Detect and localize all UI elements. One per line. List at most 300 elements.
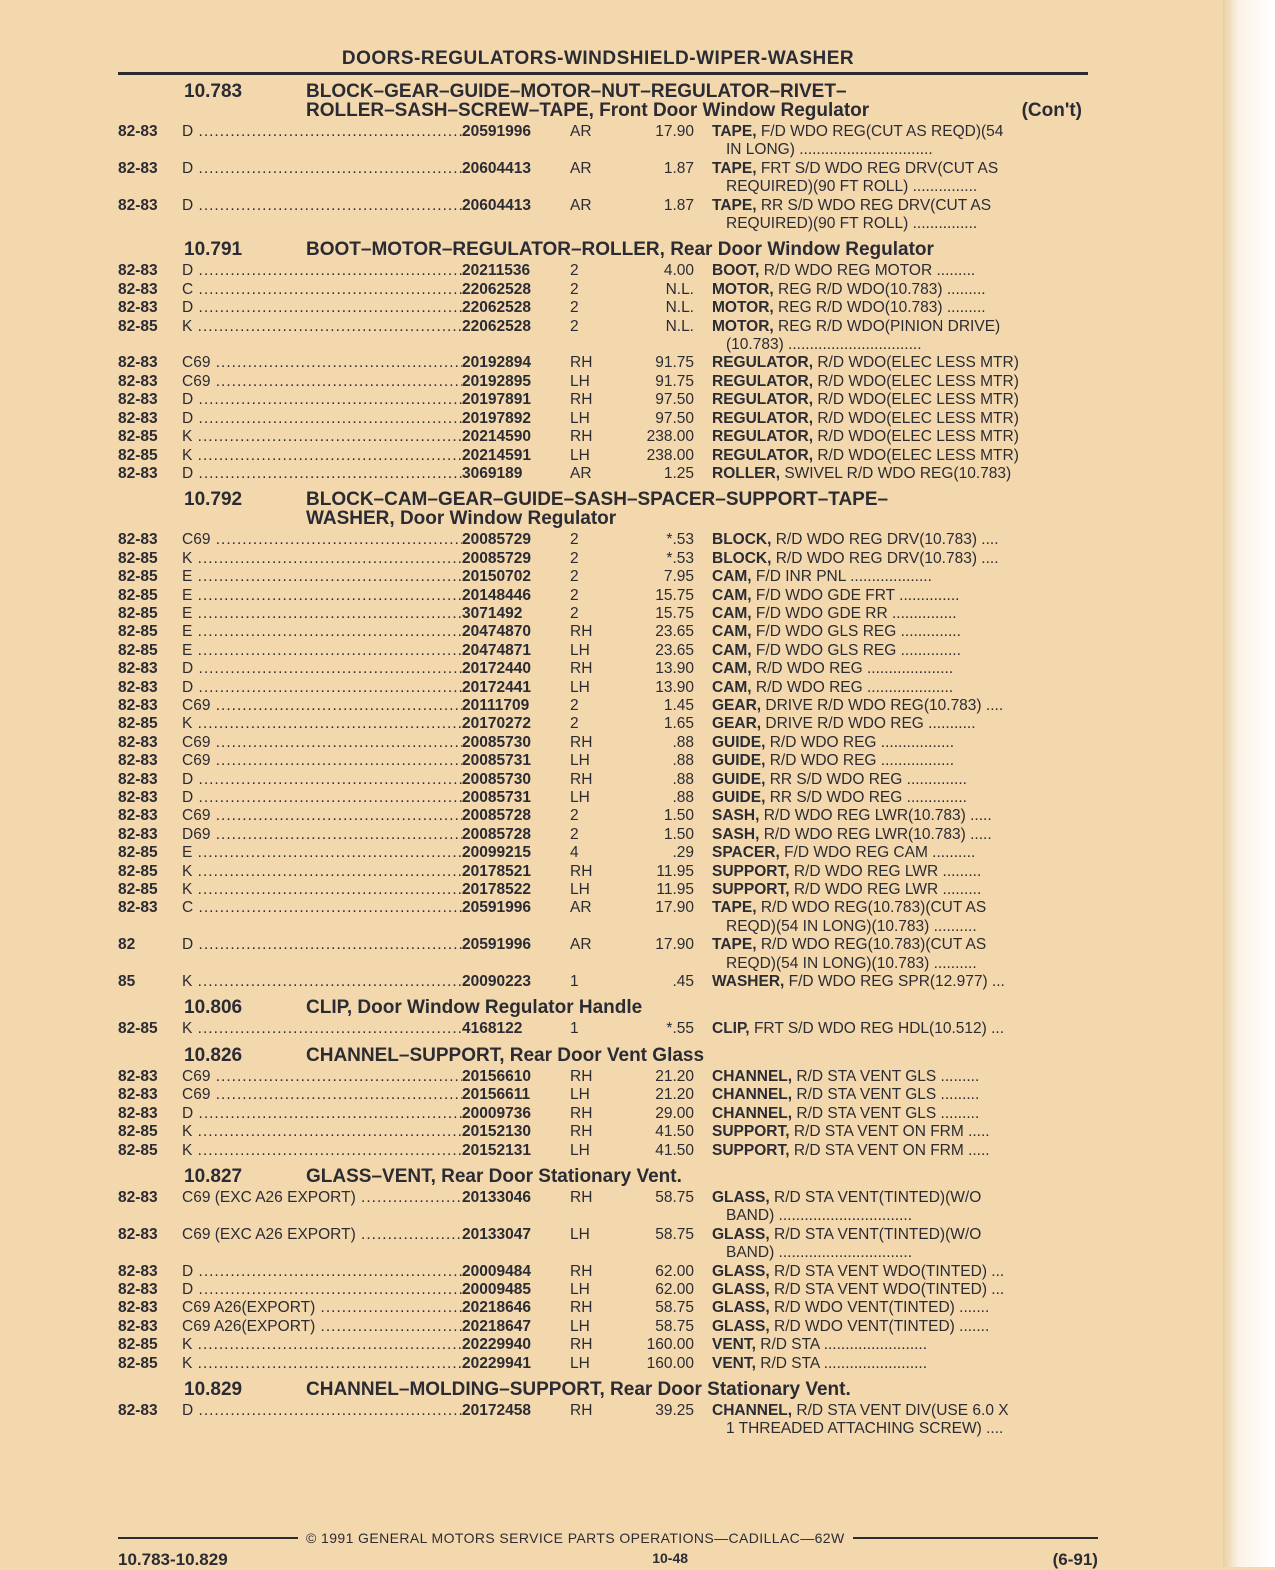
page-number: 10-48: [652, 1550, 689, 1566]
part-row: [118, 1263, 1088, 1281]
part-number: 4168122: [462, 1020, 523, 1038]
part-number: 20085730: [462, 733, 531, 751]
part-row: [118, 771, 1088, 789]
part-name: TAPE,: [712, 159, 757, 177]
section-title-block: [306, 1380, 1088, 1399]
model-code: E .....: [182, 623, 462, 641]
part-row: [118, 1123, 1088, 1141]
revision-date: (6-91): [1052, 1550, 1098, 1569]
part-name: MOTOR,: [712, 317, 774, 335]
part-name: REGULATOR,: [712, 372, 814, 390]
part-name: VENT,: [712, 1354, 756, 1372]
model-code: D .....: [182, 1281, 462, 1299]
price: 11.95: [656, 881, 694, 899]
section-number: 10.829: [184, 1378, 243, 1400]
part-detail: R/D STA ........................: [760, 1336, 928, 1354]
quantity: 2: [570, 568, 579, 586]
year-range: 82-83: [118, 409, 158, 427]
section-number: 10.791: [184, 239, 243, 261]
part-row: [118, 881, 1088, 899]
quantity: LH: [570, 1086, 590, 1104]
part-number: 20214590: [462, 428, 531, 446]
part-number: 20192895: [462, 372, 531, 390]
part-detail: F/D WDO GLS REG ..............: [755, 623, 961, 641]
part-detail: R/D WDO REG LWR(10.783) .....: [763, 825, 992, 843]
part-number: 20085731: [462, 752, 531, 770]
year-range: 82-85: [118, 844, 158, 862]
part-number: 20229940: [462, 1336, 531, 1354]
section-header: [118, 82, 1088, 120]
part-description: [712, 197, 1088, 234]
part-number: 20150702: [462, 568, 531, 586]
section-title: BOOT–MOTOR–REGULATOR–ROLLER, Rear Door Window Regulator: [306, 239, 934, 261]
year-range: 82-83: [118, 280, 158, 298]
section-header: [118, 1380, 1088, 1399]
part-name: CAM,: [712, 641, 752, 659]
part-row: [118, 373, 1088, 391]
year-range: 82-85: [118, 446, 158, 464]
part-description: [712, 550, 1088, 568]
price: 238.00: [646, 428, 694, 446]
quantity: LH: [570, 678, 590, 696]
part-name: GLASS,: [712, 1225, 770, 1243]
model-code: C69 A26(EXPORT) .....: [182, 1299, 462, 1317]
part-name: TAPE,: [712, 196, 757, 214]
quantity: 2: [570, 586, 579, 604]
part-detail: R/D STA VENT(TINTED)(W/O: [774, 1188, 982, 1206]
price: 21.20: [655, 1067, 694, 1085]
part-name: TAPE,: [712, 936, 757, 954]
price: 91.75: [655, 354, 694, 372]
section-number: 10.826: [184, 1044, 243, 1066]
year-range: 82-83: [118, 1188, 158, 1206]
part-name: CAM,: [712, 568, 752, 586]
section-title: BLOCK–CAM–GEAR–GUIDE–SASH–SPACER–SUPPORT–TAPE–: [306, 489, 889, 511]
section-title-text: ROLLER–SASH–SCREW–TAPE, Front Door Window Regulator: [306, 100, 870, 121]
model-code: D .....: [182, 410, 462, 428]
part-name: CLIP,: [712, 1020, 750, 1038]
model-code: D .....: [182, 1263, 462, 1281]
part-number: 20604413: [462, 196, 531, 214]
model-code: E .....: [182, 605, 462, 623]
quantity: 2: [570, 825, 579, 843]
part-row: [118, 160, 1088, 197]
part-description: [712, 697, 1088, 715]
part-number: 20214591: [462, 446, 531, 464]
year-range: 82-83: [118, 770, 158, 788]
quantity: 2: [570, 604, 579, 622]
section-title-block: [306, 240, 1088, 259]
quantity: 2: [570, 262, 579, 280]
part-name: GLASS,: [712, 1280, 770, 1298]
model-code: K .....: [182, 550, 462, 568]
model-code: K .....: [182, 447, 462, 465]
section-title-line2: [306, 509, 1088, 528]
part-detail-continued: IN LONG) ...............................: [726, 141, 933, 159]
part-description: [712, 262, 1088, 280]
part-detail: R/D WDO REG MOTOR .........: [763, 262, 976, 280]
year-range: 82-83: [118, 1299, 158, 1317]
model-code: D .....: [182, 771, 462, 789]
price: 1.87: [663, 196, 694, 214]
price: 7.95: [663, 568, 694, 586]
footer-rule-left: [118, 1537, 298, 1539]
part-detail: F/D WDO REG SPR(12.977) ...: [788, 973, 1005, 991]
part-row: [118, 826, 1088, 844]
part-detail: R/D STA ........................: [760, 1354, 928, 1372]
quantity: RH: [570, 391, 593, 409]
part-number: 20172458: [462, 1401, 531, 1419]
year-range: 82-83: [118, 825, 158, 843]
price: 1.50: [663, 825, 694, 843]
part-detail-continued: REQD)(54 IN LONG)(10.783) ..........: [726, 954, 977, 972]
part-row: [118, 844, 1088, 862]
year-range: 82-85: [118, 881, 158, 899]
model-code: K .....: [182, 715, 462, 733]
part-detail: R/D WDO REG .................: [769, 752, 955, 770]
section-number: 10.783: [184, 81, 243, 102]
price: 4.00: [663, 262, 694, 280]
part-detail: REG R/D WDO(PINION DRIVE): [778, 317, 1001, 335]
quantity: AR: [570, 196, 592, 214]
price: 13.90: [655, 660, 694, 678]
part-name: GLASS,: [712, 1299, 770, 1317]
part-detail: R/D STA VENT GLS .........: [796, 1067, 980, 1085]
part-number: 20133046: [462, 1188, 531, 1206]
quantity: RH: [570, 770, 593, 788]
price: 15.75: [655, 604, 694, 622]
year-range: 82-85: [118, 641, 158, 659]
quantity: 2: [570, 317, 579, 335]
part-number: 20009736: [462, 1104, 531, 1122]
part-detail-continued: REQUIRED)(90 FT ROLL) ...............: [726, 215, 978, 233]
part-number: 20009484: [462, 1262, 531, 1280]
quantity: LH: [570, 1317, 590, 1335]
year-range: 82-83: [118, 696, 158, 714]
part-name: SUPPORT,: [712, 881, 790, 899]
part-number: 20085728: [462, 825, 531, 843]
part-row: [118, 1189, 1088, 1226]
model-code: D .....: [182, 660, 462, 678]
part-number: 20591996: [462, 936, 531, 954]
part-row: [118, 262, 1088, 280]
part-name: GUIDE,: [712, 752, 766, 770]
part-row: [118, 623, 1088, 641]
quantity: RH: [570, 1299, 593, 1317]
quantity: AR: [570, 464, 592, 482]
part-detail: F/D WDO GDE RR ...............: [755, 604, 957, 622]
model-code: C .....: [182, 281, 462, 299]
section-number: 10.806: [184, 997, 243, 1019]
part-description: [712, 973, 1088, 991]
part-description: [712, 318, 1088, 355]
part-number: 20152130: [462, 1123, 531, 1141]
part-name: CAM,: [712, 604, 752, 622]
quantity: LH: [570, 1141, 590, 1159]
section-title: CHANNEL–MOLDING–SUPPORT, Rear Door Stationary Vent.: [306, 1378, 851, 1400]
year-range: 82-85: [118, 317, 158, 335]
part-row: [118, 197, 1088, 234]
part-detail: R/D WDO VENT(TINTED) .......: [774, 1317, 990, 1335]
year-range: 82-85: [118, 1336, 158, 1354]
price: .88: [672, 733, 694, 751]
year-range: 85: [118, 973, 136, 991]
part-name: BLOCK,: [712, 549, 772, 567]
year-range: 82: [118, 936, 136, 954]
model-code: D .....: [182, 262, 462, 280]
index-range: 10.783-10.829: [118, 1550, 228, 1569]
quantity: AR: [570, 123, 592, 140]
year-range: 82-85: [118, 568, 158, 586]
part-name: SPACER,: [712, 844, 780, 862]
model-code: D .....: [182, 679, 462, 697]
part-description: [712, 354, 1088, 372]
part-row: [118, 660, 1088, 678]
part-row: [118, 899, 1088, 936]
part-detail: R/D WDO REG LWR(10.783) .....: [763, 807, 992, 825]
model-code: C69 .....: [182, 373, 462, 391]
price: 1.50: [663, 807, 694, 825]
part-number: 20090223: [462, 973, 531, 991]
quantity: RH: [570, 1104, 593, 1122]
part-row: [118, 550, 1088, 568]
price: 17.90: [655, 123, 694, 140]
part-detail: DRIVE R/D WDO REG ...........: [765, 715, 976, 733]
part-description: [712, 623, 1088, 641]
year-range: 82-83: [118, 1104, 158, 1122]
part-detail: R/D STA VENT WDO(TINTED) ...: [774, 1280, 1005, 1298]
price: 23.65: [655, 641, 694, 659]
price: 97.50: [655, 391, 694, 409]
part-number: 3071492: [462, 604, 523, 622]
part-number: 20474870: [462, 623, 531, 641]
part-detail: RR S/D WDO REG ..............: [769, 770, 967, 788]
price: 58.75: [655, 1225, 694, 1243]
part-number: 20192894: [462, 354, 531, 372]
part-row: [118, 715, 1088, 733]
part-detail: R/D WDO(ELEC LESS MTR): [817, 354, 1019, 372]
model-code: E .....: [182, 587, 462, 605]
section-header: [118, 998, 1088, 1017]
part-row: [118, 1355, 1088, 1373]
part-description: [712, 642, 1088, 660]
quantity: RH: [570, 660, 593, 678]
price: N.L.: [665, 280, 694, 298]
part-number: 20085729: [462, 549, 531, 567]
year-range: 82-83: [118, 159, 158, 177]
price: *.55: [666, 1020, 694, 1038]
model-code: D .....: [182, 1105, 462, 1123]
part-name: TAPE,: [712, 899, 757, 917]
part-detail: R/D STA VENT DIV(USE 6.0 X: [796, 1401, 1009, 1419]
part-row: [118, 1281, 1088, 1299]
model-code: K .....: [182, 973, 462, 991]
part-description: [712, 465, 1088, 483]
part-detail: SWIVEL R/D WDO REG(10.783): [784, 464, 1012, 482]
price: 15.75: [655, 586, 694, 604]
part-detail: R/D WDO REG(10.783)(CUT AS: [760, 936, 987, 954]
part-detail: R/D WDO(ELEC LESS MTR): [817, 409, 1019, 427]
price: 11.95: [656, 862, 694, 880]
model-code: D69 .....: [182, 826, 462, 844]
part-detail: R/D STA VENT GLS .........: [796, 1086, 980, 1104]
part-detail: R/D WDO REG .................: [769, 733, 955, 751]
part-detail: R/D WDO(ELEC LESS MTR): [817, 391, 1019, 409]
quantity: 2: [570, 715, 579, 733]
part-detail: R/D STA VENT ON FRM .....: [793, 1141, 990, 1159]
price: 1.45: [663, 696, 694, 714]
part-row: [118, 642, 1088, 660]
part-row: [118, 1336, 1088, 1354]
part-row: [118, 1402, 1088, 1439]
part-detail: F/D INR PNL ...................: [755, 568, 932, 586]
quantity: LH: [570, 372, 590, 390]
part-detail-continued: BAND) ...............................: [726, 1207, 913, 1225]
section-title: GLASS–VENT, Rear Door Stationary Vent.: [306, 1165, 682, 1187]
part-description: [712, 587, 1088, 605]
model-code: D .....: [182, 299, 462, 317]
part-description: [712, 410, 1088, 428]
quantity: 2: [570, 807, 579, 825]
price: 160.00: [646, 1336, 694, 1354]
year-range: 82-83: [118, 262, 158, 280]
part-row: [118, 410, 1088, 428]
year-range: 82-83: [118, 354, 158, 372]
section-header: [118, 240, 1088, 259]
part-detail-continued: REQD)(54 IN LONG)(10.783) ..........: [726, 917, 977, 935]
part-number: 20211536: [462, 262, 531, 280]
year-range: 82-85: [118, 862, 158, 880]
quantity: LH: [570, 1280, 590, 1298]
part-row: [118, 973, 1088, 991]
model-code: C69 .....: [182, 531, 462, 549]
part-number: 20152131: [462, 1141, 531, 1159]
year-range: 82-83: [118, 1225, 158, 1243]
price: 1.87: [663, 159, 694, 177]
part-number: 22062528: [462, 317, 531, 335]
part-number: 20170272: [462, 715, 531, 733]
part-detail: R/D STA VENT ON FRM .....: [793, 1123, 990, 1141]
quantity: RH: [570, 1123, 593, 1141]
quantity: 2: [570, 696, 579, 714]
part-row: [118, 936, 1088, 973]
part-detail: R/D STA VENT WDO(TINTED) ...: [774, 1262, 1005, 1280]
part-detail: F/D WDO GLS REG ..............: [755, 641, 961, 659]
parts-listing: [118, 82, 1088, 1439]
price: .88: [672, 789, 694, 806]
part-row: [118, 1068, 1088, 1086]
section-number: 10.827: [184, 1165, 243, 1187]
model-code: C .....: [182, 899, 462, 936]
part-name: WASHER,: [712, 973, 785, 991]
price: 58.75: [655, 1188, 694, 1206]
section-title-block: [306, 998, 1088, 1017]
part-description: [712, 844, 1088, 862]
part-detail: R/D WDO REG LWR .........: [793, 862, 982, 880]
part-number: 20474871: [462, 641, 531, 659]
part-detail-continued: BAND) ...............................: [726, 1244, 913, 1262]
part-row: [118, 697, 1088, 715]
year-range: 82-85: [118, 1123, 158, 1141]
part-detail: FRT S/D WDO REG HDL(10.512) ...: [753, 1020, 1005, 1038]
part-number: 20156610: [462, 1067, 531, 1085]
model-code: K .....: [182, 428, 462, 446]
part-name: REGULATOR,: [712, 391, 814, 409]
quantity: 2: [570, 549, 579, 567]
part-description: [712, 1142, 1088, 1160]
quantity: 2: [570, 299, 579, 317]
year-range: 82-85: [118, 428, 158, 446]
part-row: [118, 123, 1088, 160]
year-range: 82-85: [118, 715, 158, 733]
quantity: RH: [570, 354, 593, 372]
price: .29: [672, 844, 694, 862]
part-name: GLASS,: [712, 1317, 770, 1335]
part-name: GEAR,: [712, 696, 762, 714]
part-name: MOTOR,: [712, 299, 774, 317]
part-detail: RR S/D WDO REG ..............: [769, 789, 967, 806]
part-row: [118, 1318, 1088, 1336]
model-code: K .....: [182, 318, 462, 355]
quantity: 1: [570, 973, 579, 991]
part-row: [118, 354, 1088, 372]
price: 58.75: [655, 1299, 694, 1317]
part-detail: R/D STA VENT GLS .........: [796, 1104, 980, 1122]
section-title: CLIP, Door Window Regulator Handle: [306, 997, 643, 1019]
part-detail-continued: (10.783) ...............................: [726, 336, 922, 354]
model-code: D .....: [182, 197, 462, 234]
quantity: RH: [570, 1067, 593, 1085]
continued-label: (Con't): [1021, 100, 1082, 121]
quantity: 1: [570, 1020, 579, 1038]
part-description: [712, 1281, 1088, 1299]
part-number: 20178521: [462, 862, 531, 880]
year-range: 82-83: [118, 123, 158, 140]
page-title: DOORS-REGULATORS-WINDSHIELD-WIPER-WASHER: [341, 48, 855, 69]
part-detail: R/D WDO REG(10.783)(CUT AS: [760, 899, 987, 917]
part-description: [712, 1402, 1088, 1439]
part-description: [712, 391, 1088, 409]
year-range: 82-83: [118, 1086, 158, 1104]
quantity: RH: [570, 428, 593, 446]
year-range: 82-83: [118, 1401, 158, 1419]
part-name: SUPPORT,: [712, 862, 790, 880]
part-row: [118, 734, 1088, 752]
section-number: 10.792: [184, 489, 243, 511]
model-code: D .....: [182, 789, 462, 807]
section-title-text: WASHER, Door Window Regulator: [306, 508, 617, 530]
part-name: CAM,: [712, 678, 752, 696]
part-row: [118, 679, 1088, 697]
quantity: 2: [570, 531, 579, 549]
year-range: 82-83: [118, 531, 158, 549]
part-description: [712, 807, 1088, 825]
model-code: D .....: [182, 391, 462, 409]
part-detail: F/D WDO REG(CUT AS REQD)(54: [760, 123, 1004, 140]
part-row: [118, 1299, 1088, 1317]
part-name: REGULATOR,: [712, 354, 814, 372]
part-row: [118, 465, 1088, 483]
page-footer: [118, 1530, 1098, 1570]
price: 91.75: [655, 372, 694, 390]
part-row: [118, 863, 1088, 881]
part-number: 20009485: [462, 1280, 531, 1298]
part-description: [712, 1189, 1088, 1226]
part-number: 20111709: [462, 696, 530, 714]
part-description: [712, 1355, 1088, 1373]
part-name: GLASS,: [712, 1188, 770, 1206]
part-description: [712, 1226, 1088, 1263]
